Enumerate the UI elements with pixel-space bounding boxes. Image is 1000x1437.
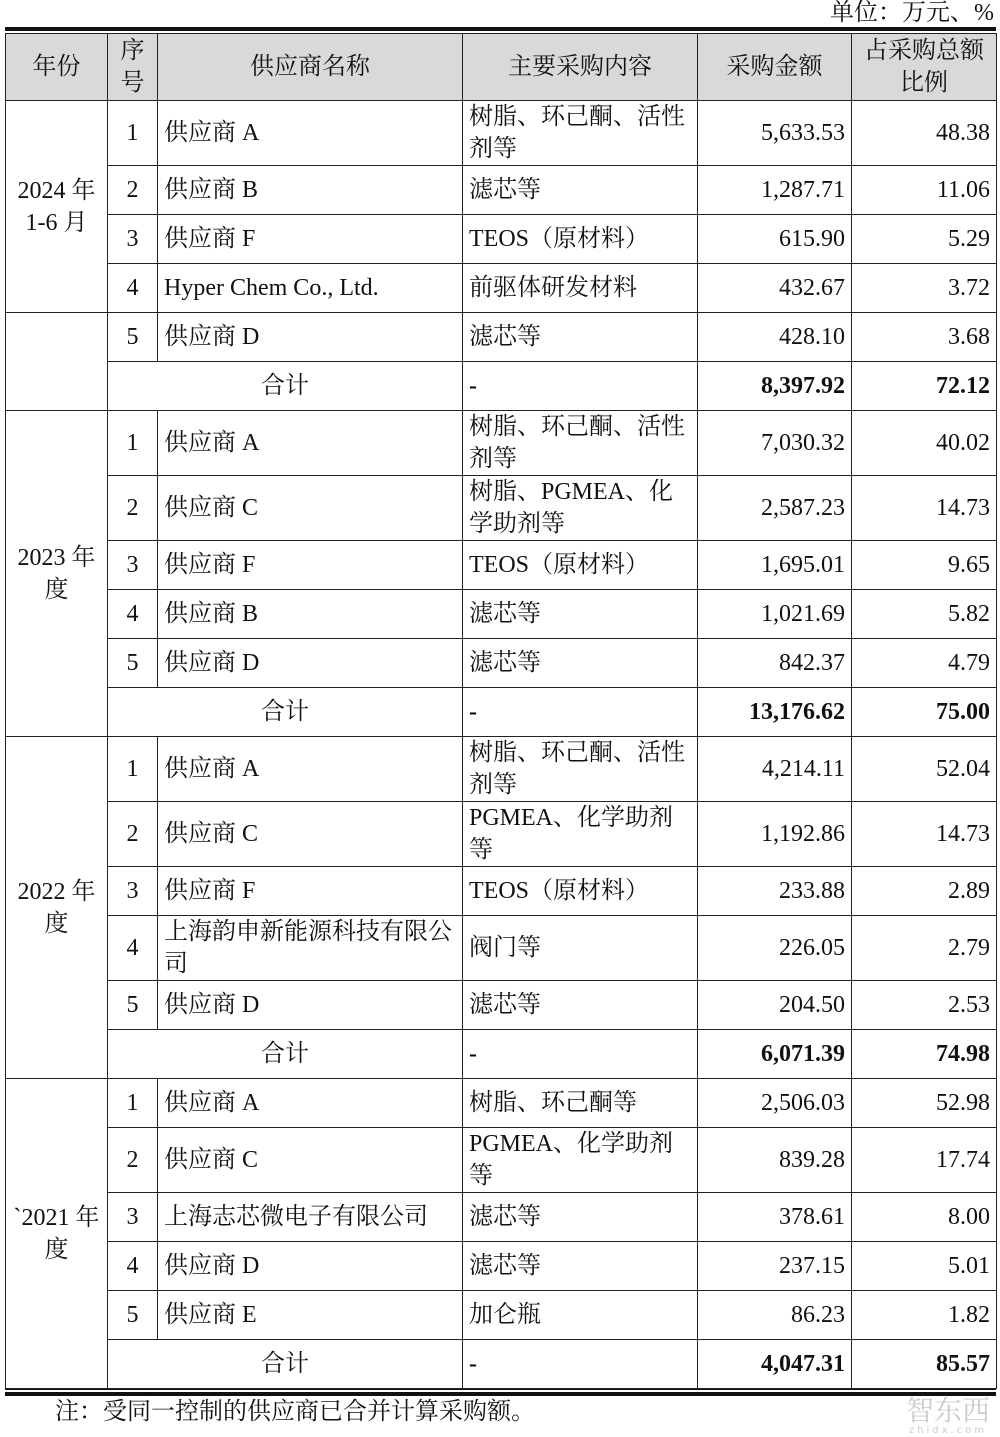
purchase-ratio: 2.89 <box>852 867 997 916</box>
supplier-name: 供应商 C <box>158 476 463 541</box>
table-row <box>6 981 997 1030</box>
row-number: 5 <box>108 981 158 1030</box>
total-label: 合计 <box>108 688 463 737</box>
purchase-ratio: 48.38 <box>852 101 997 166</box>
purchase-content: 阀门等 <box>463 916 698 981</box>
purchase-ratio: 5.82 <box>852 590 997 639</box>
row-number: 1 <box>108 1079 158 1128</box>
purchase-ratio: 14.73 <box>852 476 997 541</box>
table-row <box>6 541 997 590</box>
purchase-amount: 5,633.53 <box>698 101 852 166</box>
row-number: 5 <box>108 1291 158 1340</box>
supplier-name: 供应商 A <box>158 411 463 476</box>
purchase-content: 滤芯等 <box>463 1242 698 1291</box>
total-content: - <box>463 1030 698 1079</box>
table-row <box>6 215 997 264</box>
total-ratio: 72.12 <box>852 362 997 411</box>
table-row <box>6 802 997 867</box>
purchase-content: 滤芯等 <box>463 166 698 215</box>
purchase-ratio: 40.02 <box>852 411 997 476</box>
unit-label: 单位：万元、% <box>830 0 994 26</box>
purchase-ratio: 5.01 <box>852 1242 997 1291</box>
header-no: 序号 <box>108 34 158 101</box>
purchase-content: 树脂、环己酮、活性剂等 <box>463 737 698 802</box>
supplier-name: 供应商 F <box>158 867 463 916</box>
total-row <box>6 362 997 411</box>
supplier-name: 供应商 F <box>158 215 463 264</box>
row-number: 5 <box>108 639 158 688</box>
header-ratio: 占采购总额比例 <box>852 34 997 101</box>
row-number: 1 <box>108 101 158 166</box>
table-row <box>6 476 997 541</box>
purchase-amount: 1,695.01 <box>698 541 852 590</box>
supplier-name: 上海韵申新能源科技有限公司 <box>158 916 463 981</box>
watermark-logo <box>905 1394 990 1437</box>
purchase-amount: 86.23 <box>698 1291 852 1340</box>
purchase-ratio: 17.74 <box>852 1128 997 1193</box>
purchase-amount: 1,021.69 <box>698 590 852 639</box>
supplier-name: 供应商 A <box>158 737 463 802</box>
supplier-name: 供应商 B <box>158 166 463 215</box>
purchase-amount: 2,506.03 <box>698 1079 852 1128</box>
row-number: 2 <box>108 1128 158 1193</box>
total-row <box>6 1340 997 1389</box>
table-row <box>6 1193 997 1242</box>
table-row <box>6 1242 997 1291</box>
purchase-amount: 615.90 <box>698 215 852 264</box>
table-row <box>6 916 997 981</box>
purchase-ratio: 9.65 <box>852 541 997 590</box>
table-row <box>6 590 997 639</box>
purchase-content: 滤芯等 <box>463 1193 698 1242</box>
table-row <box>6 1291 997 1340</box>
total-content: - <box>463 1340 698 1389</box>
row-number: 4 <box>108 264 158 313</box>
purchase-ratio: 1.82 <box>852 1291 997 1340</box>
purchase-amount: 226.05 <box>698 916 852 981</box>
purchase-amount: 2,587.23 <box>698 476 852 541</box>
purchase-content: 滤芯等 <box>463 313 698 362</box>
purchase-amount: 432.67 <box>698 264 852 313</box>
supplier-name: 供应商 D <box>158 981 463 1030</box>
purchase-content: 滤芯等 <box>463 590 698 639</box>
table-row <box>6 411 997 476</box>
total-ratio: 75.00 <box>852 688 997 737</box>
purchase-content: 树脂、环己酮等 <box>463 1079 698 1128</box>
purchase-amount: 4,214.11 <box>698 737 852 802</box>
purchase-ratio: 3.72 <box>852 264 997 313</box>
row-number: 2 <box>108 166 158 215</box>
supplier-name: 供应商 D <box>158 1242 463 1291</box>
row-number: 2 <box>108 802 158 867</box>
supplier-name: 供应商 D <box>158 639 463 688</box>
row-number: 3 <box>108 215 158 264</box>
row-number: 3 <box>108 541 158 590</box>
table-bottom-rule <box>5 1389 996 1396</box>
row-number: 3 <box>108 1193 158 1242</box>
total-row <box>6 1030 997 1079</box>
year-cell: 2022 年度 <box>6 737 108 1079</box>
total-amount: 4,047.31 <box>698 1340 852 1389</box>
year-cell: `2021 年度 <box>6 1079 108 1389</box>
row-number: 1 <box>108 737 158 802</box>
purchase-amount: 842.37 <box>698 639 852 688</box>
purchase-ratio: 11.06 <box>852 166 997 215</box>
purchase-amount: 1,287.71 <box>698 166 852 215</box>
watermark-main: 智东西 <box>905 1394 990 1427</box>
header-supplier: 供应商名称 <box>158 34 463 101</box>
row-number: 4 <box>108 916 158 981</box>
table-row <box>6 639 997 688</box>
table-row <box>6 166 997 215</box>
purchase-amount: 378.61 <box>698 1193 852 1242</box>
row-number: 1 <box>108 411 158 476</box>
supplier-name: 供应商 C <box>158 802 463 867</box>
purchase-content: 滤芯等 <box>463 981 698 1030</box>
table-row <box>6 313 997 362</box>
purchase-content: 前驱体研发材料 <box>463 264 698 313</box>
total-label: 合计 <box>108 1340 463 1389</box>
purchase-amount: 1,192.86 <box>698 802 852 867</box>
purchase-amount: 237.15 <box>698 1242 852 1291</box>
purchase-content: 滤芯等 <box>463 639 698 688</box>
purchase-ratio: 8.00 <box>852 1193 997 1242</box>
table-row <box>6 1079 997 1128</box>
purchase-content: 树脂、PGMEA、化学助剂等 <box>463 476 698 541</box>
supplier-name: 供应商 A <box>158 101 463 166</box>
purchase-content: PGMEA、化学助剂等 <box>463 1128 698 1193</box>
row-number: 4 <box>108 1242 158 1291</box>
row-number: 3 <box>108 867 158 916</box>
purchase-content: PGMEA、化学助剂等 <box>463 802 698 867</box>
table-header-row <box>6 34 997 101</box>
supplier-name: 供应商 E <box>158 1291 463 1340</box>
header-content: 主要采购内容 <box>463 34 698 101</box>
supplier-name: 供应商 C <box>158 1128 463 1193</box>
header-amount: 采购金额 <box>698 34 852 101</box>
supplier-purchase-table <box>5 33 997 1389</box>
table-row <box>6 867 997 916</box>
purchase-ratio: 4.79 <box>852 639 997 688</box>
purchase-content: TEOS（原材料） <box>463 867 698 916</box>
purchase-content: TEOS（原材料） <box>463 215 698 264</box>
total-label: 合计 <box>108 1030 463 1079</box>
supplier-name: Hyper Chem Co., Ltd. <box>158 264 463 313</box>
table-row <box>6 1128 997 1193</box>
total-ratio: 85.57 <box>852 1340 997 1389</box>
purchase-ratio: 5.29 <box>852 215 997 264</box>
year-cell: 2023 年度 <box>6 411 108 737</box>
header-year: 年份 <box>6 34 108 101</box>
supplier-name: 供应商 B <box>158 590 463 639</box>
purchase-content: 加仑瓶 <box>463 1291 698 1340</box>
year-cell-empty <box>6 313 108 411</box>
total-amount: 13,176.62 <box>698 688 852 737</box>
table-row <box>6 264 997 313</box>
purchase-ratio: 52.04 <box>852 737 997 802</box>
purchase-content: 树脂、环己酮、活性剂等 <box>463 101 698 166</box>
year-cell: 2024 年 1-6 月 <box>6 101 108 313</box>
table-row <box>6 101 997 166</box>
purchase-ratio: 2.53 <box>852 981 997 1030</box>
total-label: 合计 <box>108 362 463 411</box>
supplier-name: 供应商 A <box>158 1079 463 1128</box>
purchase-content: 树脂、环己酮、活性剂等 <box>463 411 698 476</box>
purchase-amount: 839.28 <box>698 1128 852 1193</box>
purchase-amount: 204.50 <box>698 981 852 1030</box>
total-amount: 6,071.39 <box>698 1030 852 1079</box>
total-row <box>6 688 997 737</box>
supplier-name: 供应商 D <box>158 313 463 362</box>
purchase-ratio: 3.68 <box>852 313 997 362</box>
purchase-ratio: 52.98 <box>852 1079 997 1128</box>
purchase-amount: 233.88 <box>698 867 852 916</box>
row-number: 5 <box>108 313 158 362</box>
table-note: 注：受同一控制的供应商已合并计算采购额。 <box>55 1399 535 1425</box>
supplier-name: 上海志芯微电子有限公司 <box>158 1193 463 1242</box>
purchase-ratio: 2.79 <box>852 916 997 981</box>
supplier-name: 供应商 F <box>158 541 463 590</box>
watermark-sub: zhidx.com <box>908 1425 988 1436</box>
purchase-amount: 428.10 <box>698 313 852 362</box>
purchase-ratio: 14.73 <box>852 802 997 867</box>
total-ratio: 74.98 <box>852 1030 997 1079</box>
table-row <box>6 737 997 802</box>
purchase-amount: 7,030.32 <box>698 411 852 476</box>
total-amount: 8,397.92 <box>698 362 852 411</box>
total-content: - <box>463 688 698 737</box>
row-number: 2 <box>108 476 158 541</box>
total-content: - <box>463 362 698 411</box>
row-number: 4 <box>108 590 158 639</box>
purchase-content: TEOS（原材料） <box>463 541 698 590</box>
